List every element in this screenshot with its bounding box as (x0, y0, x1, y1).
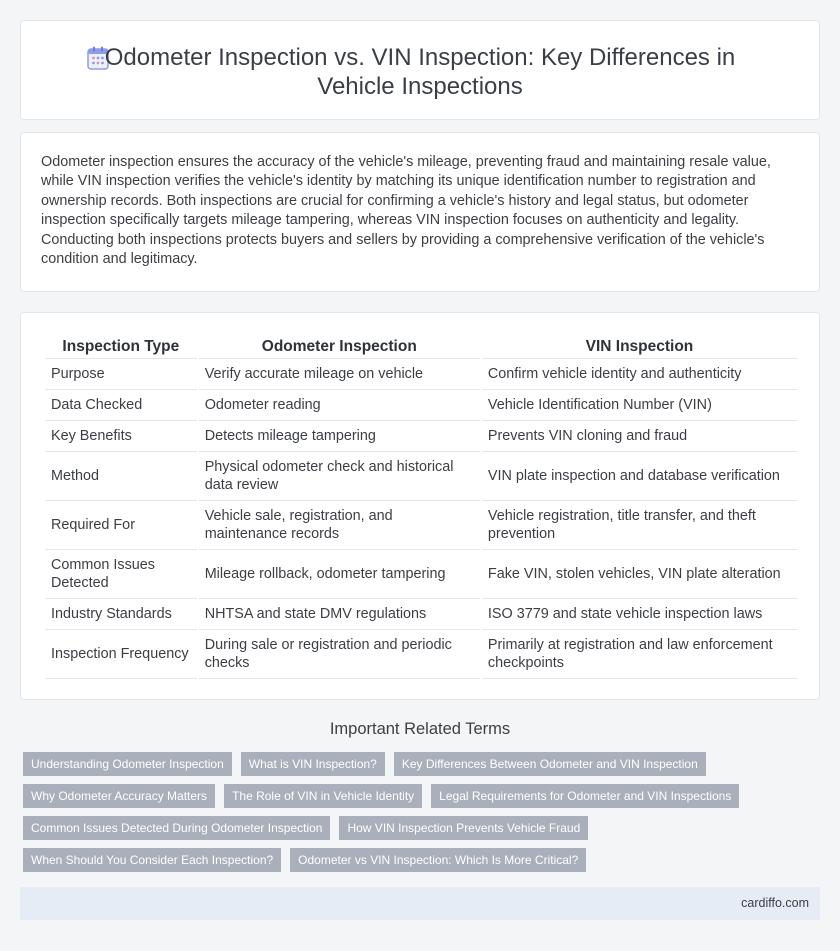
footer (20, 887, 820, 920)
tag-row (23, 848, 743, 872)
table-cell: Physical odometer check and historical data review (199, 452, 480, 501)
tag-row (23, 816, 743, 840)
table-row (45, 359, 797, 390)
table-cell: Method (45, 452, 197, 501)
page-title: Odometer Inspection vs. VIN Inspection: Key Differences in Vehicle Inspections (104, 44, 736, 100)
table-row (45, 550, 797, 599)
related-terms-heading: Important Related Terms (329, 720, 511, 738)
comparison-card (20, 312, 820, 700)
intro-card (20, 132, 820, 292)
table-cell: Odometer reading (199, 390, 480, 421)
table-cell: Detects mileage tampering (199, 421, 480, 452)
table-cell: Verify accurate mileage on vehicle (199, 359, 480, 390)
related-term-tag[interactable]: Why Odometer Accuracy Matters (23, 784, 215, 808)
table-row (45, 630, 797, 679)
table-cell: During sale or registration and periodic checks (199, 630, 480, 679)
table-cell: Vehicle Identification Number (VIN) (482, 390, 797, 421)
footer-site-link[interactable]: cardiffo.com (741, 896, 809, 910)
table-header-row (45, 333, 797, 359)
related-term-tag[interactable]: Understanding Odometer Inspection (23, 752, 232, 776)
related-term-tag[interactable]: Key Differences Between Odometer and VIN Inspection (394, 752, 706, 776)
table-cell: ISO 3779 and state vehicle inspection laws (482, 599, 797, 630)
table-cell: NHTSA and state DMV regulations (199, 599, 480, 630)
tag-row (23, 752, 743, 776)
table-row (45, 390, 797, 421)
related-term-tag[interactable]: Odometer vs VIN Inspection: Which Is More Critical? (290, 848, 586, 872)
column-header: Odometer Inspection (199, 333, 480, 359)
table-cell: Required For (45, 501, 197, 550)
table-cell: Common Issues Detected (45, 550, 197, 599)
title-card (20, 20, 820, 120)
table-cell: Industry Standards (45, 599, 197, 630)
intro-paragraph: Odometer inspection ensures the accuracy of the vehicle's mileage, preventing fraud and maintaining resale value, while VIN inspection verifies the vehicle's identity by matching its unique identification number to registration and ownership records. Both inspections are crucial for confirming a vehicle's history and legal status, but odometer inspection specifically targets mileage tampering, whereas VIN inspection focuses on authenticity and legality. Conducting both inspections protects buyers and sellers by providing a comprehensive verification of the vehicle's condition and legitimacy. (41, 154, 771, 268)
related-term-tag[interactable]: When Should You Consider Each Inspection? (23, 848, 281, 872)
table-cell: VIN plate inspection and database verification (482, 452, 797, 501)
table-cell: Fake VIN, stolen vehicles, VIN plate alteration (482, 550, 797, 599)
related-term-tag[interactable]: Legal Requirements for Odometer and VIN Inspections (431, 784, 739, 808)
related-terms-list (23, 752, 743, 880)
table-row (45, 421, 797, 452)
related-term-tag[interactable]: How VIN Inspection Prevents Vehicle Fraud (339, 816, 588, 840)
table-cell: Vehicle sale, registration, and maintenance records (199, 501, 480, 550)
table-row (45, 452, 797, 501)
related-term-tag[interactable]: Common Issues Detected During Odometer Inspection (23, 816, 330, 840)
tag-row (23, 784, 743, 808)
table-cell: Data Checked (45, 390, 197, 421)
table-row (45, 501, 797, 550)
column-header: VIN Inspection (482, 333, 797, 359)
table-cell: Purpose (45, 359, 197, 390)
comparison-table (43, 333, 799, 679)
related-term-tag[interactable]: What is VIN Inspection? (241, 752, 385, 776)
table-cell: Confirm vehicle identity and authenticity (482, 359, 797, 390)
table-cell: Key Benefits (45, 421, 197, 452)
table-cell: Prevents VIN cloning and fraud (482, 421, 797, 452)
table-cell: Mileage rollback, odometer tampering (199, 550, 480, 599)
table-cell: Inspection Frequency (45, 630, 197, 679)
related-term-tag[interactable]: The Role of VIN in Vehicle Identity (224, 784, 422, 808)
table-cell: Vehicle registration, title transfer, and theft prevention (482, 501, 797, 550)
table-row (45, 599, 797, 630)
column-header: Inspection Type (45, 333, 197, 359)
table-cell: Primarily at registration and law enforcement checkpoints (482, 630, 797, 679)
